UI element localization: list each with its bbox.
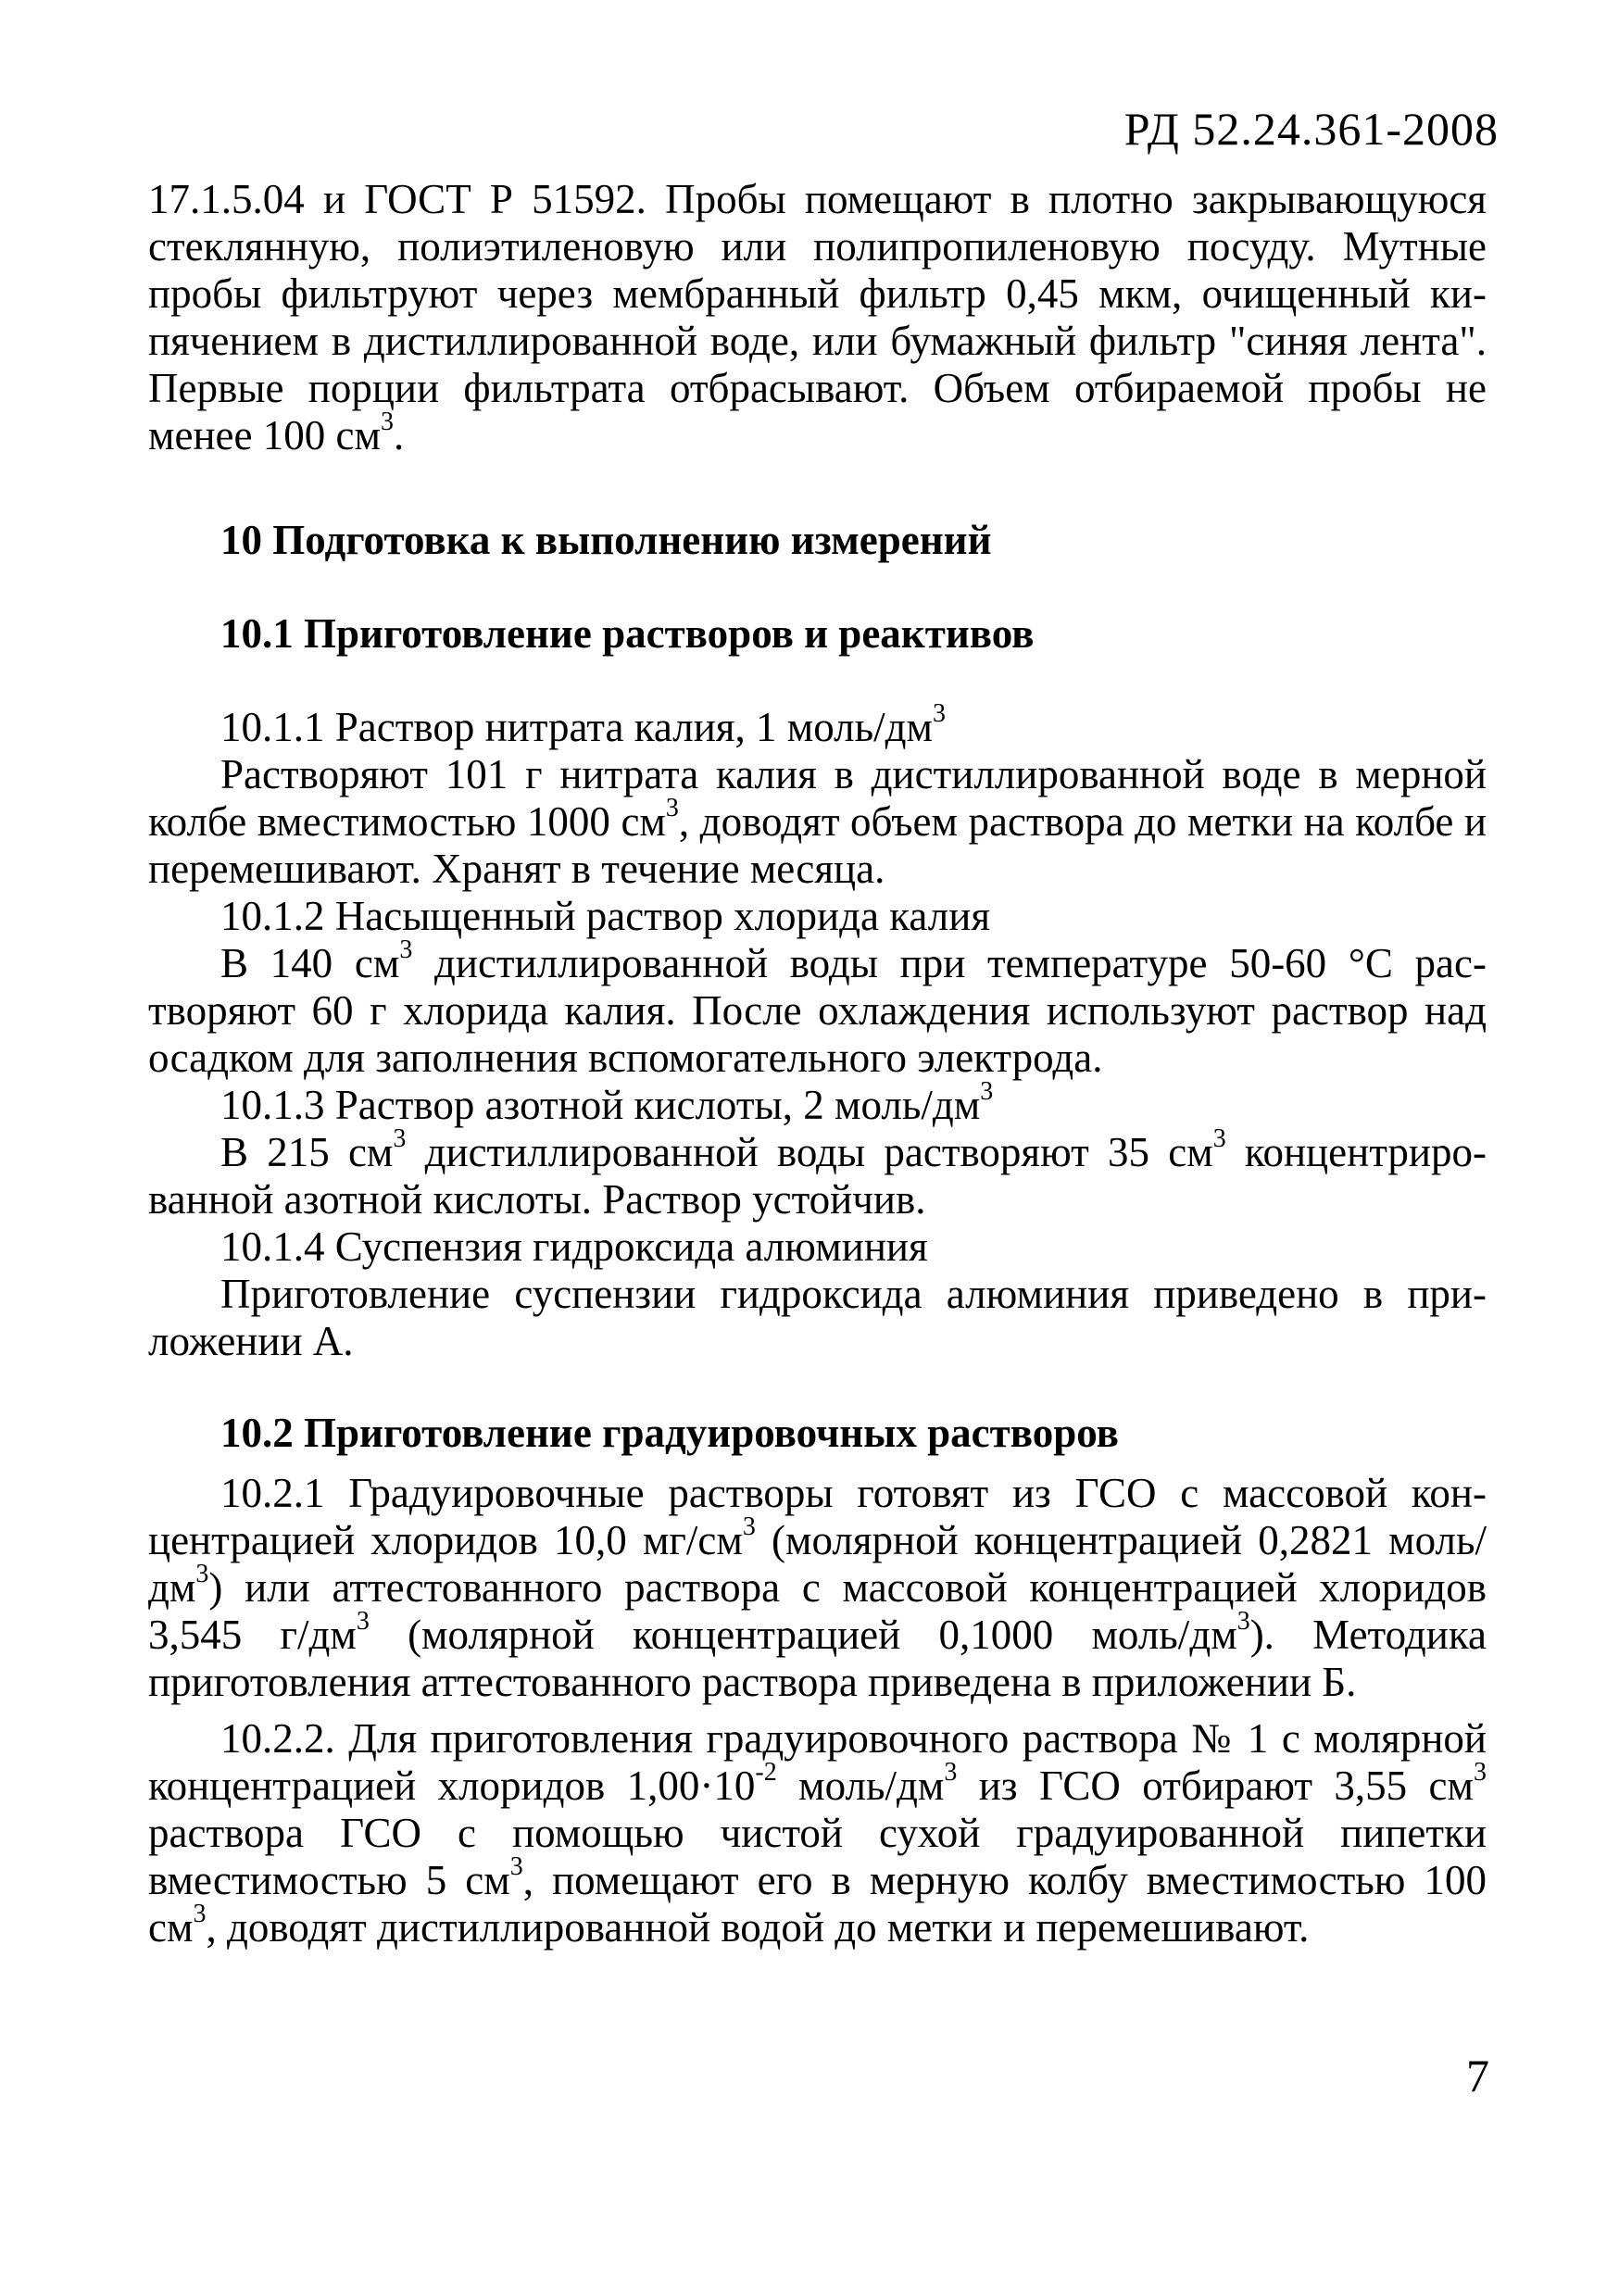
section-10-heading: 10 Подготовка к выполнению измерений — [220, 517, 992, 563]
page-number: 7 — [1466, 2050, 1489, 2102]
item-10-2-1-text: 10.2.1 Градуировочные растворы готовят из ГСО с массовой концентрацией хлоридов 10,0 $мг/см^3$ (молярной концентрацией 0,2821 моль/$дм^3$) или аттестованного раствора с массовой концентрацией хлоридов 3,545 $г/дм^3$ (молярной концентрацией 0,1000 моль/$дм^3$). Методика приготовления аттестованного раствора приведена в приложении Б. — [148, 1470, 1487, 1705]
intro-paragraph: 17.1.5.04 и ГОСТ Р 51592. Пробы помещают в плотно закрывающуюся стеклянную, полиэтиленовую или полипропиленовую посуду. Мутные пробы фильтруют через мембранный фильтр 0,45 мкм, очищенный кипячением в дистиллированной воде, или бумажный фильтр "синяя лента". Первые порции фильтрата отбрасывают. Объем отбираемой пробы не менее 100 $см^3$. — [148, 176, 1487, 458]
document-code: РД 52.24.361-2008 — [1123, 103, 1499, 155]
item-10-1-1-text: Растворяют 101 г нитрата калия в дистиллированной воде в мерной колбе вместимостью 1000 $см^3$, доводят объем раствора до метки на колбе и перемешивают. Хранят в течение месяца. — [148, 751, 1487, 892]
item-10-1-4-text: Приготовление суспензии гидроксида алюминия приведено в приложении А. — [148, 1271, 1487, 1364]
item-10-2-2-text: 10.2.2. Для приготовления градуировочного раствора № 1 с молярной концентрацией хлоридов $1,00\cdot 10^{-2}$ моль/$дм^3$ из ГСО отбирают 3,55 $см^3$ раствора ГСО с помощью чистой сухой градуированной пипетки вместимостью 5 $см^3$, помещают его в мерную колбу вместимостью 100 $см^3$, доводят дистиллированной водой до метки и перемешивают. — [148, 1715, 1487, 1951]
document-body — [148, 176, 1487, 1951]
item-10-1-3-title: 10.1.3 Раствор азотной кислоты, 2 моль/$дм^3$ — [220, 1077, 994, 1128]
item-10-1-1-title: 10.1.1 Раствор нитрата калия, 1 моль/$дм^3$ — [220, 699, 946, 750]
section-10-2-heading: 10.2 Приготовление градуировочных растворов — [220, 1410, 1119, 1456]
section-10-1-heading: 10.1 Приготовление растворов и реактивов — [220, 610, 1035, 657]
item-10-1-4-title: 10.1.4 Суспензия гидроксида алюминия — [220, 1223, 928, 1270]
item-10-1-2-title: 10.1.2 Насыщенный раствор хлорида калия — [220, 893, 991, 939]
item-10-1-3-text: В 215 $см^3$ дистиллированной воды растворяют 35 $см^3$ концентрированной азотной кислоты. Раствор устойчив. — [148, 1124, 1487, 1223]
item-10-1-2-text: В 140 $см^3$ дистиллированной воды при температуре 50-60 °С растворяют 60 г хлорида калия. После охлаждения используют раствор над осадком для заполнения вспомогательного электрода. — [148, 935, 1487, 1081]
